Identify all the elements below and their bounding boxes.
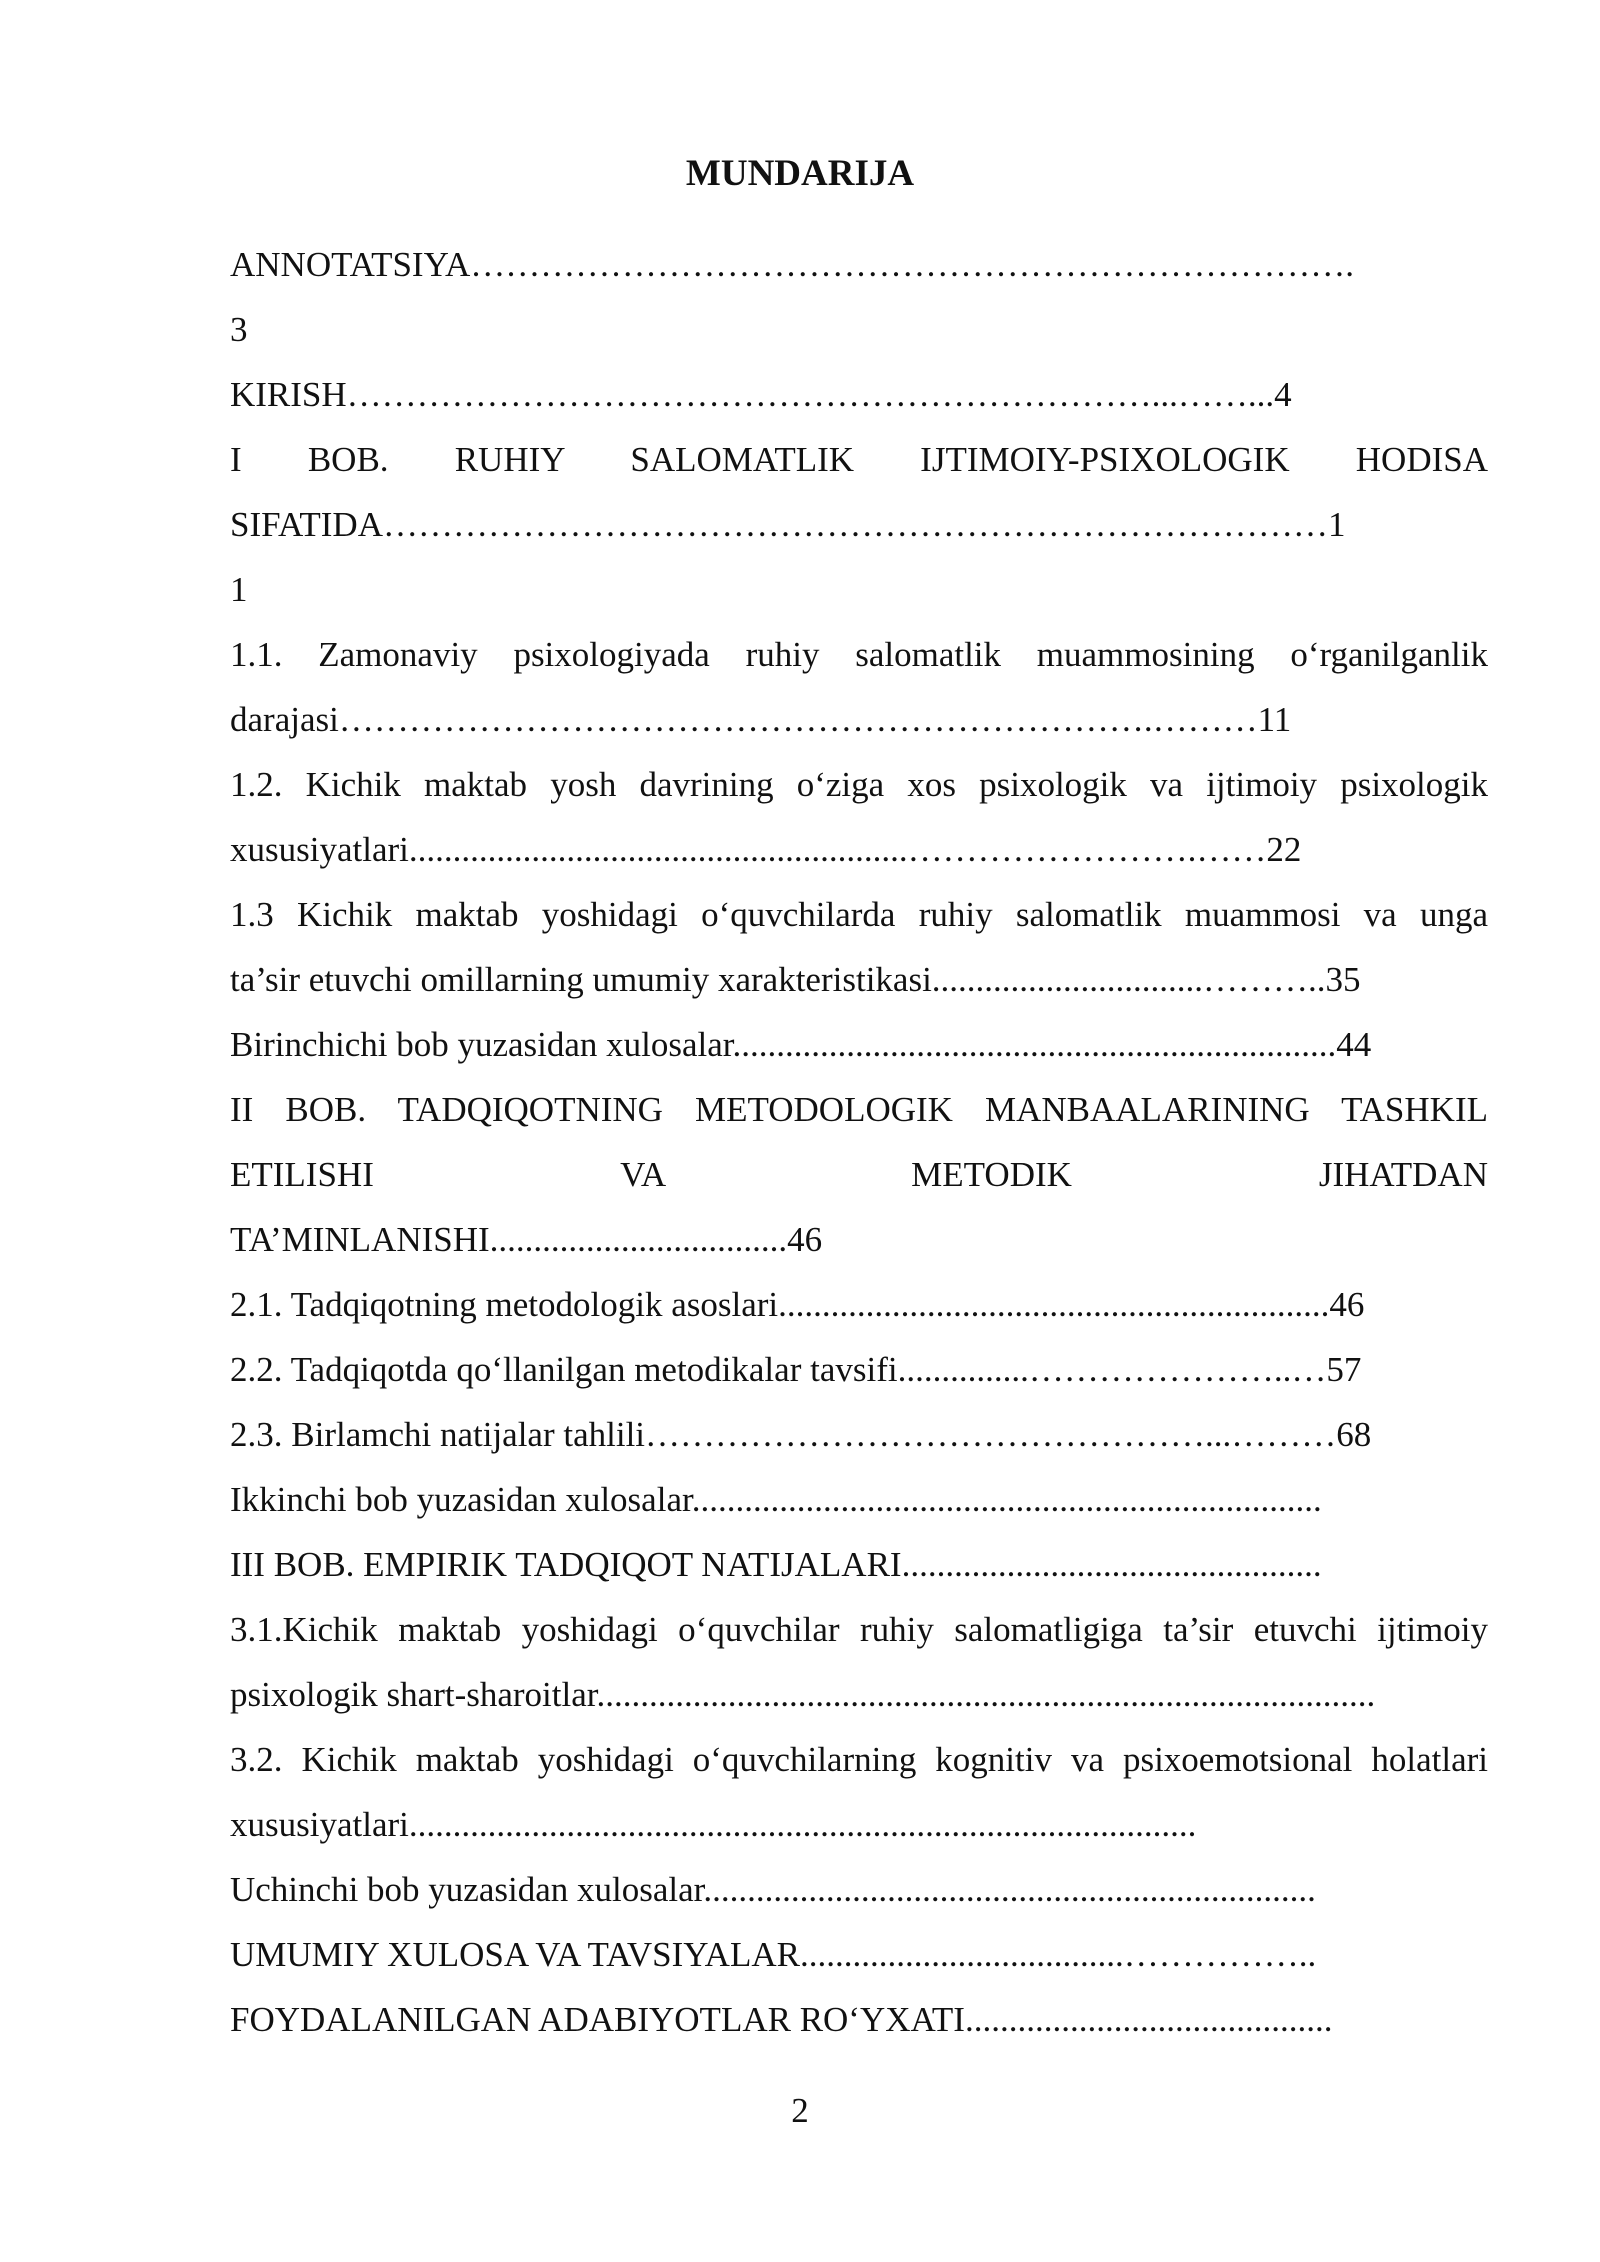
toc-line-chapter-2-title-end: TA’MINLANISHI..................................46 — [230, 1220, 823, 1259]
toc-line-chapter-2-title: II BOB. TADQIQOTNING METODOLOGIK MANBAALARINING TASHKIL — [230, 1090, 1488, 1129]
toc-line-annotatsiya-page: 3 — [230, 310, 248, 349]
toc-line-section-3-2: 3.2. Kichik maktab yoshidagi o‘quvchilarning kognitiv va psixoemotsional holatlari — [230, 1740, 1488, 1779]
toc-line-section-1-3-cont: ta’sir etuvchi omillarning umumiy xarakteristikasi...............................………..35 — [230, 960, 1361, 999]
toc-line-section-3-2-cont: xususiyatlari.......................................................................................... — [230, 1805, 1197, 1844]
toc-line-chapter-1-title-cont: SIFATIDA………………………………………………………………………1 — [230, 505, 1346, 544]
toc-line-chapter-3-title: III BOB. EMPIRIK TADQIQOT NATIJALARI................................................ — [230, 1545, 1322, 1584]
toc-line-section-2-2: 2.2. Tadqiqotda qo‘llanilgan metodikalar tavsifi...............…………………..…57 — [230, 1350, 1362, 1389]
toc-line-section-1-1-cont: darajasi…………………………………………………………….………11 — [230, 700, 1292, 739]
toc-line-kirish: KIRISH……………………………………………………………...……...4 — [230, 375, 1292, 414]
toc-line-chapter-1-page: 1 — [230, 570, 248, 609]
toc-line-chapter-2-conclusions: Ikkinchi bob yuzasidan xulosalar........................................................................ — [230, 1480, 1322, 1519]
toc-line-chapter-1-conclusions: Birinchichi bob yuzasidan xulosalar.....................................................................44 — [230, 1025, 1372, 1064]
toc-line-bibliography: FOYDALANILGAN ADABIYOTLAR RO‘YXATI.......................................... — [230, 2000, 1333, 2039]
toc-line-annotatsiya: ANNOTATSIYA…………………………………………………………………. — [230, 245, 1354, 284]
toc-line-section-1-1: 1.1. Zamonaviy psixologiyada ruhiy salomatlik muammosining o‘rganilganlik — [230, 635, 1488, 674]
page-title: MUNDARIJA — [685, 153, 915, 194]
page-number: 2 — [791, 2091, 809, 2130]
toc-line-section-1-3: 1.3 Kichik maktab yoshidagi o‘quvchilarda ruhiy salomatlik muammosi va unga — [230, 895, 1488, 934]
toc-line-section-1-2: 1.2. Kichik maktab yosh davrining o‘ziga xos psixologik va ijtimoiy psixologik — [230, 765, 1488, 804]
toc-line-chapter-2-title-cont: ETILISHI VA METODIK JIHATDAN — [230, 1155, 1488, 1194]
toc-line-section-3-1-cont: psixologik shart-sharoitlar......................................................................................... — [230, 1675, 1376, 1714]
toc-line-section-1-2-cont: xususiyatlari.........................................................…………………….……22 — [230, 830, 1302, 869]
toc-line-chapter-1-title: I BOB. RUHIY SALOMATLIK IJTIMOIY-PSIXOLOGIK HODISA — [230, 440, 1488, 479]
toc-line-general-conclusions: UMUMIY XULOSA VA TAVSIYALAR.....................................…………….. — [230, 1935, 1317, 1974]
table-of-contents — [230, 232, 1488, 2052]
toc-line-chapter-3-conclusions: Uchinchi bob yuzasidan xulosalar...................................................................... — [230, 1870, 1316, 1909]
toc-line-section-2-3: 2.3. Birlamchi natijalar tahlili…………………………………………...………68 — [230, 1415, 1372, 1454]
toc-line-section-2-1: 2.1. Tadqiqotning metodologik asoslari...............................................................46 — [230, 1285, 1365, 1324]
toc-line-section-3-1: 3.1.Kichik maktab yoshidagi o‘quvchilar ruhiy salomatligiga ta’sir etuvchi ijtimoiy — [230, 1610, 1488, 1649]
